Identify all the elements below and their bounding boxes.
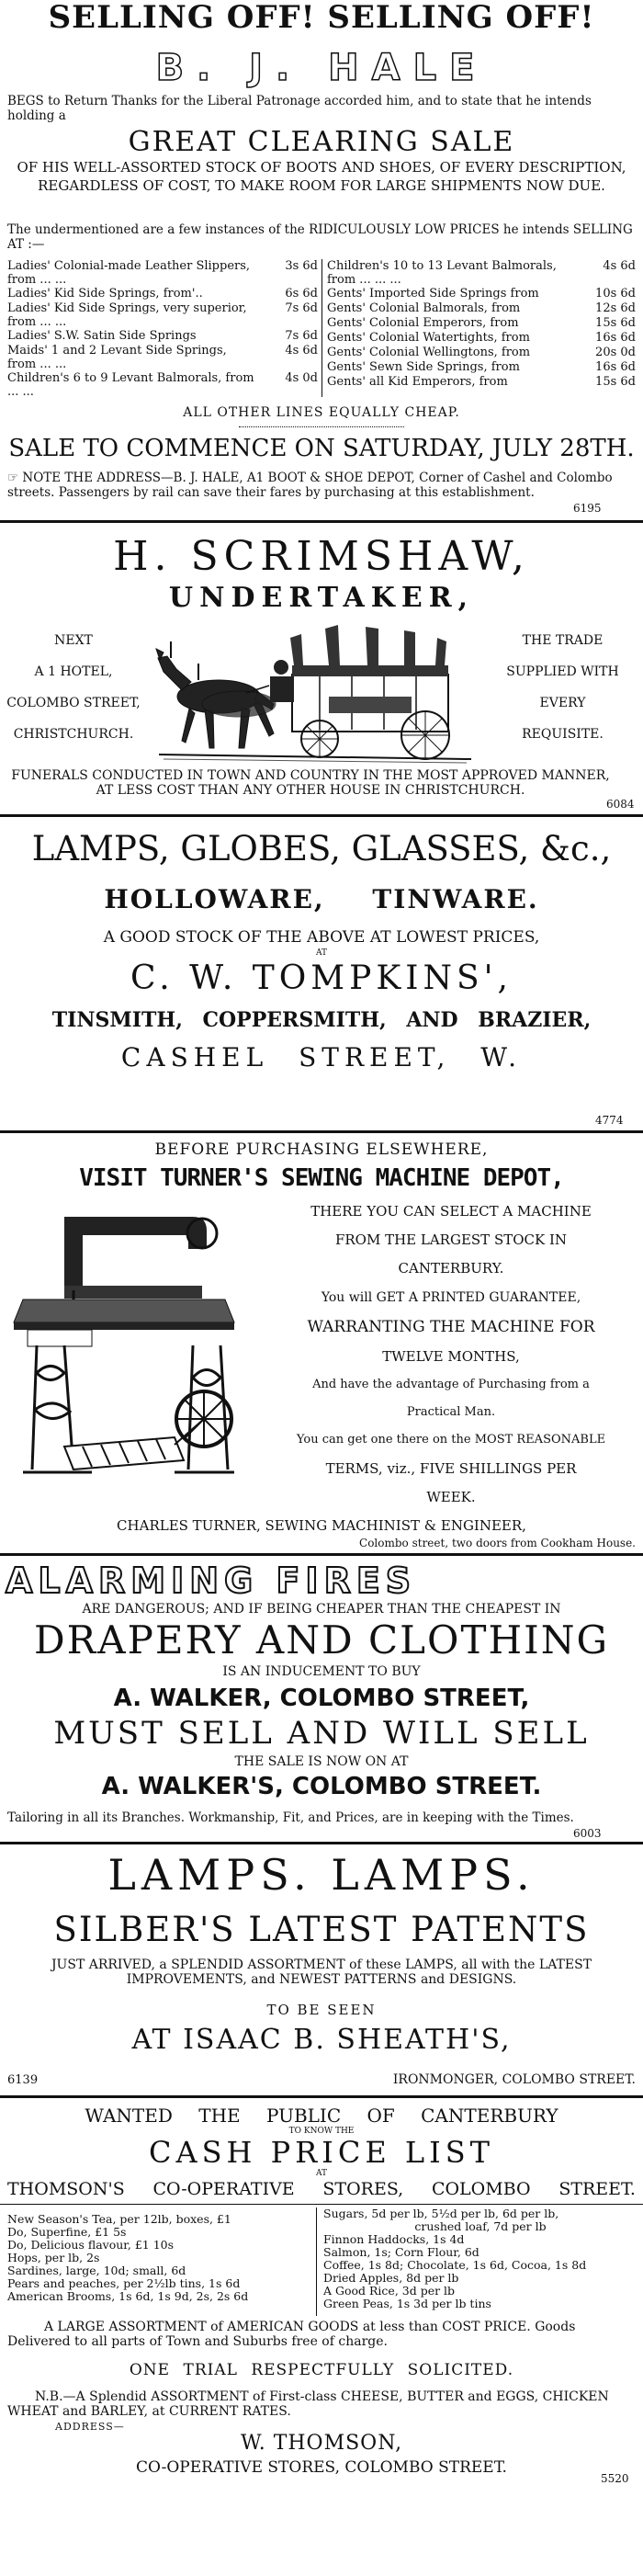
hale-sale-title: GREAT CLEARING SALE: [128, 126, 515, 158]
thomson-stores-line: [7, 2178, 636, 2200]
ad-rule: [0, 1553, 643, 1556]
ad-rule: [0, 1842, 643, 1844]
price-row: [327, 375, 636, 390]
scrimshaw-right-block: [482, 625, 643, 750]
price-item: Gents' Sewn Side Springs, from: [327, 360, 520, 374]
ad-thomson: [0, 2099, 643, 2576]
hale-left-price-column: [7, 259, 318, 399]
thomson-american: A LARGE ASSORTMENT of AMERICAN GOODS at less than COST PRICE. Goods Delivered to all parts of Town and Suburbs free of charge.: [7, 2320, 576, 2349]
ad-turner: [0, 1136, 643, 1549]
price-item: Children's 6 to 9 Levant Balmorals, from ... ...: [7, 371, 254, 399]
sheath-ref-number: 6139: [7, 2073, 39, 2087]
scrimshaw-name: H. SCRIMSHAW,: [113, 533, 530, 580]
ad-rule: [0, 814, 643, 817]
turner-line: Practical Man.: [406, 1405, 496, 1419]
walker-must-sell: MUST SELL AND WILL SELL: [53, 1715, 590, 1752]
scrimshaw-trade: UNDERTAKER,: [168, 582, 475, 614]
price-value: 7s 6d: [285, 301, 318, 315]
tompkins-name: C. W. TOMPKINS',: [130, 959, 513, 997]
turner-line: WARRANTING THE MACHINE FOR: [307, 1318, 595, 1336]
turner-line: You can get one there on the MOST REASONABLE: [296, 1433, 606, 1447]
thomson-to-know: TO KNOW THE: [288, 2127, 355, 2136]
hale-ref-number: 6195: [573, 502, 602, 515]
trade-line: EVERY: [539, 696, 586, 710]
price-item: Ladies' Kid Side Springs, from'..: [7, 287, 203, 301]
tompkins-ref-number: 4774: [595, 1114, 624, 1127]
ad-tompkins: [0, 818, 643, 1127]
column-divider: [316, 2207, 317, 2316]
price-value: 16s 6d: [595, 360, 636, 374]
tompkins-street: CASHEL STREET, W.: [120, 1042, 523, 1072]
thomson-name: W. THOMSON,: [240, 2432, 403, 2455]
turner-line: TWELVE MONTHS,: [382, 1348, 520, 1365]
sheath-name: AT ISAAC B. SHEATH'S,: [131, 2024, 512, 2056]
trade-line: THE TRADE: [522, 633, 604, 648]
stores-word: CO-OPERATIVE: [152, 2179, 295, 2199]
walker-line1: ARE DANGEROUS; AND IF BEING CHEAPER THAN THE CHEAPEST IN: [82, 1602, 561, 1617]
price-value: 7s 6d: [285, 329, 318, 343]
divider: [0, 2204, 643, 2205]
price-value: 12s 6d: [595, 301, 636, 315]
price-line: American Brooms, 1s 6d, 1s 9d, 2s, 2s 6d: [7, 2289, 249, 2303]
price-row: [327, 259, 636, 287]
tompkins-stock: A GOOD STOCK OF THE ABOVE AT LOWEST PRICES,: [103, 928, 540, 947]
address-line: CHRISTCHURCH.: [13, 727, 134, 742]
turner-line: WEEK.: [426, 1489, 476, 1505]
price-row: [327, 287, 636, 301]
walker-tailoring: Tailoring in all its Branches. Workmanship, Fit, and Prices, are in keeping with the Times.: [7, 1810, 574, 1825]
price-line: Coffee, 1s 8d; Chocolate, 1s 6d, Cocoa, 1s 8d: [323, 2258, 587, 2272]
walker-drapery: DRAPERY AND CLOTHING: [33, 1617, 610, 1662]
price-line: Pears and peaches, per 2½lb tins, 1s 6d: [7, 2276, 241, 2290]
price-item: Gents' Colonial Emperors, from: [327, 316, 519, 330]
price-item: Maids' 1 and 2 Levant Side Springs, from ... ...: [7, 344, 227, 371]
thomson-title: CASH PRICE LIST: [148, 2135, 495, 2170]
sheath-headline: LAMPS. LAMPS.: [107, 1850, 536, 1900]
price-row: [7, 287, 318, 301]
stores-word: STREET.: [558, 2179, 636, 2199]
thomson-nb: N.B.—A Splendid ASSORTMENT of First-class CHEESE, BUTTER and EGGS, CHICKEN WHEAT and BARLEY, at CURRENT RATES.: [7, 2389, 609, 2419]
price-value: 16s 6d: [595, 331, 636, 345]
address-line: NEXT: [54, 633, 93, 648]
price-row: [327, 346, 636, 360]
walker-line3: THE SALE IS NOW ON AT: [234, 1754, 409, 1769]
walker-headline: ALARMING FIRES: [6, 1560, 417, 1601]
sewing-machine-illustration: [9, 1198, 239, 1483]
thomson-left-prices: [7, 2213, 310, 2303]
price-value: 3s 6d: [285, 259, 318, 273]
price-line: Hops, per lb, 2s: [7, 2251, 100, 2264]
hale-note: ☞ NOTE THE ADDRESS—B. J. HALE, A1 BOOT & SHOE DEPOT, Corner of Cashel and Colombo streets. Passengers by rail can save their fares by purchasing at this establishment.: [7, 471, 613, 500]
hale-headline: SELLING OFF! SELLING OFF!: [48, 0, 595, 36]
price-line: A Good Rice, 3d per lb: [323, 2284, 456, 2298]
stores-word: STORES,: [322, 2179, 404, 2199]
price-row: [7, 259, 318, 287]
address-line: COLOMBO STREET,: [6, 696, 141, 710]
sheath-ironmonger: IRONMONGER, COLOMBO STREET.: [392, 2072, 636, 2087]
turner-line: CANTERBURY.: [398, 1260, 504, 1277]
ad-rule: [0, 1130, 643, 1133]
hale-other-lines: ALL OTHER LINES EQUALLY CHEAP.: [183, 405, 460, 420]
thomson-trial: ONE TRIAL RESPECTFULLY SOLICITED.: [129, 2361, 514, 2379]
turner-line: THERE YOU CAN SELECT A MACHINE: [310, 1203, 592, 1220]
turner-address: Colombo street, two doors from Cookham House.: [359, 1537, 636, 1549]
turner-headline: VISIT TURNER'S SEWING MACHINE DEPOT,: [79, 1164, 564, 1192]
scrimshaw-funerals: FUNERALS CONDUCTED IN TOWN AND COUNTRY IN THE MOST APPROVED MANNER, AT LESS COST THAN ANY OTHER HOUSE IN CHRISTCHURCH.: [11, 768, 610, 798]
price-item: Ladies' Colonial-made Leather Slippers, from ... ...: [7, 259, 251, 287]
trade-line: REQUISITE.: [522, 727, 604, 742]
price-row: [327, 301, 636, 316]
price-row: [7, 301, 318, 329]
sheath-body: JUST ARRIVED, a SPLENDID ASSORTMENT of these LAMPS, all with the LATEST IMPROVEMENTS, and NEWEST PATTERNS and DESIGNS.: [51, 1958, 592, 1987]
price-line: Sardines, large, 10d; small, 6d: [7, 2264, 186, 2277]
sheath-to-be-seen: TO BE SEEN: [266, 2002, 377, 2018]
price-value: 10s 6d: [595, 287, 636, 301]
ad-rule: [0, 2095, 643, 2098]
ad-scrimshaw: [0, 526, 643, 811]
price-line: crushed loaf, 7d per lb: [414, 2219, 547, 2233]
turner-line: You will GET A PRINTED GUARANTEE,: [321, 1290, 581, 1305]
tompkins-trades: TINSMITH, COPPERSMITH, AND BRAZIER,: [51, 1008, 592, 1032]
hale-instances-intro: The undermentioned are a few instances of the RIDICULOUSLY LOW PRICES he intends SELLING AT :—: [7, 222, 633, 252]
ad-rule: [0, 520, 643, 523]
price-row: [327, 331, 636, 346]
turner-line: And have the advantage of Purchasing from a: [312, 1378, 590, 1391]
price-value: 6s 6d: [285, 287, 318, 301]
thomson-wanted: WANTED THE PUBLIC OF CANTERBURY: [85, 2105, 558, 2127]
price-item: Ladies' S.W. Satin Side Springs: [7, 329, 197, 343]
price-row: [327, 360, 636, 375]
stores-word: COLOMBO: [431, 2179, 531, 2199]
tompkins-at: AT: [315, 948, 327, 958]
price-item: Gents' Colonial Wellingtons, from: [327, 346, 531, 359]
price-item: Ladies' Kid Side Springs, very superior, from ... ...: [7, 301, 247, 329]
hale-intro: BEGS to Return Thanks for the Liberal Patronage accorded him, and to state that he intends holding a: [7, 94, 592, 123]
price-line: Do, Superfine, £1 5s: [7, 2225, 127, 2239]
hale-stock-line: OF HIS WELL-ASSORTED STOCK OF BOOTS AND SHOES, OF EVERY DESCRIPTION, REGARDLESS OF COST, TO MAKE ROOM FOR LARGE SHIPMENTS NOW DUE.: [17, 159, 626, 194]
price-item: Gents' Imported Side Springs from: [327, 287, 539, 301]
price-value: 4s 0d: [285, 371, 318, 385]
hale-firm-name: B. J. HALE: [155, 47, 488, 89]
price-line: Dried Apples, 8d per lb: [323, 2271, 459, 2285]
divider: [239, 426, 404, 427]
thomson-right-prices: [323, 2207, 637, 2310]
turner-owner: CHARLES TURNER, SEWING MACHINIST & ENGINEER,: [117, 1517, 526, 1534]
hale-commence: SALE TO COMMENCE ON SATURDAY, JULY 28TH.: [8, 435, 635, 462]
trade-line: SUPPLIED WITH: [506, 664, 619, 679]
sheath-sub: SILBER'S LATEST PATENTS: [53, 1910, 590, 1949]
price-row: [7, 344, 318, 371]
price-line: Do, Delicious flavour, £1 10s: [7, 2238, 175, 2252]
price-value: 4s 6d: [603, 259, 636, 273]
price-value: 15s 6d: [595, 316, 636, 330]
thomson-address-label: ADDRESS—: [55, 2421, 125, 2433]
price-row: [7, 371, 318, 399]
price-line: Salmon, 1s; Corn Flour, 6d: [323, 2245, 479, 2259]
price-line: Finnon Haddocks, 1s 4d: [323, 2232, 465, 2246]
turner-before: BEFORE PURCHASING ELSEWHERE,: [154, 1140, 489, 1159]
turner-line: FROM THE LARGEST STOCK IN: [334, 1231, 568, 1248]
walker-name-street: A. WALKER, COLOMBO STREET,: [113, 1685, 530, 1712]
tompkins-sub: HOLLOWARE, TINWARE.: [104, 884, 539, 914]
tompkins-headline: LAMPS, GLOBES, GLASSES, &c.,: [31, 829, 612, 868]
turner-body: [259, 1197, 643, 1511]
thomson-at: AT: [315, 2169, 327, 2178]
walker-line2: IS AN INDUCEMENT TO BUY: [222, 1664, 421, 1679]
price-row: [7, 329, 318, 344]
ad-hale: [0, 0, 643, 561]
price-value: 4s 6d: [285, 344, 318, 357]
price-line: New Season's Tea, per 12lb, boxes, £1: [7, 2212, 231, 2226]
price-row: [327, 316, 636, 331]
price-value: 20s 0d: [595, 346, 636, 359]
hearse-illustration: [154, 621, 476, 768]
stores-word: THOMSON'S: [7, 2179, 125, 2199]
price-item: Gents' all Kid Emperors, from: [327, 375, 508, 389]
ad-walker: [0, 1557, 643, 1860]
walker-ref-number: 6003: [573, 1827, 602, 1840]
thomson-stores-address: CO-OPERATIVE STORES, COLOMBO STREET.: [136, 2458, 507, 2477]
price-value: 15s 6d: [595, 375, 636, 389]
price-item: Gents' Colonial Watertights, from: [327, 331, 530, 345]
price-line: Green Peas, 1s 3d per lb tins: [323, 2297, 491, 2310]
thomson-ref-number: 5520: [601, 2472, 629, 2485]
scrimshaw-left-block: [0, 625, 147, 750]
walker-shop: A. WALKER'S, COLOMBO STREET.: [101, 1773, 542, 1800]
scrimshaw-ref-number: 6084: [606, 798, 635, 811]
address-line: A 1 HOTEL,: [34, 664, 113, 679]
hale-right-price-column: [327, 259, 636, 390]
price-item: Children's 10 to 13 Levant Balmorals, from ... ... ...: [327, 259, 557, 287]
price-item: Gents' Colonial Balmorals, from: [327, 301, 521, 315]
turner-line: TERMS, viz., FIVE SHILLINGS PER: [325, 1460, 577, 1477]
price-line: Sugars, 5d per lb, 5½d per lb, 6d per lb,: [323, 2207, 559, 2220]
